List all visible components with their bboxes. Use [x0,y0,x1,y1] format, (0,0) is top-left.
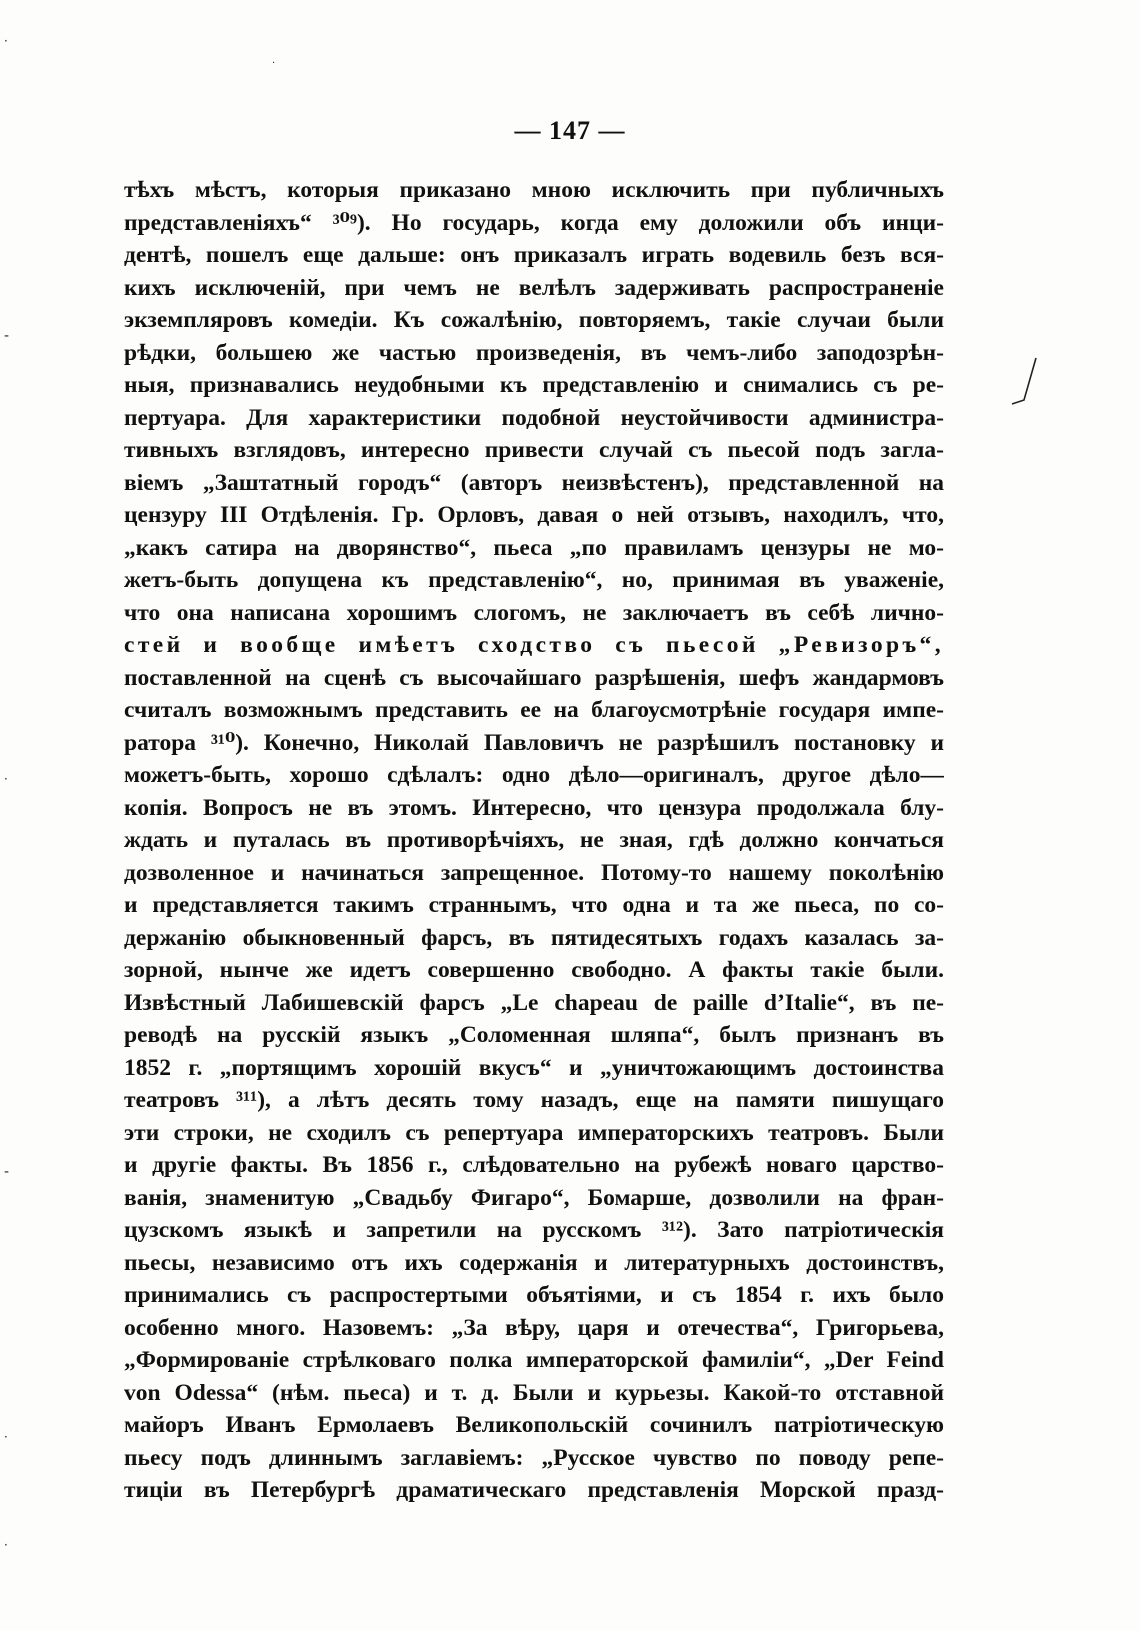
text-line: держанію обыкновенный фарсъ, въ пятидесятыхъ годахъ казалась за- [124,924,944,951]
text-line: віемъ „Заштатный городъ“ (авторъ неизвѣстенъ), представленной на [124,469,944,496]
text-line: тѣхъ мѣстъ, которыя приказано мною исключить при публичныхъ [124,177,944,203]
text-line: „какъ сатира на дворянство“, пьеса „по правиламъ цензуры не мо- [124,534,944,561]
text-line: ратора ³¹⁰). Конечно, Николай Павловичъ не разрѣшилъ постановку и [124,729,944,756]
text-line: 1852 г. „портящимъ хорошій вкусъ“ и „уничтожающимъ достоинства [124,1054,944,1081]
text-line: зорной, нынче же идетъ совершенно свободно. А факты такіе были. [124,957,944,983]
text-line: театровъ ³¹¹), а лѣтъ десять тому назадъ, еще на памяти пишущаго [124,1087,944,1113]
text-line: дозволенное и начинаться запрещенное. Потому-то нашему поколѣнію [124,859,944,886]
margin-pencil-mark [1006,356,1046,406]
text-line: „Формированіе стрѣлковаго полка императорской фамиліи“, „Der Feind [124,1347,944,1373]
text-line: стей и вообще имѣетъ сходство съ пьесой „Ревизоръ“, [124,632,944,658]
text-line: тивныхъ взглядовъ, интересно привести случай съ пьесой подъ загла- [124,437,944,463]
text-line: принимались съ распростертыми объятіями, и съ 1854 г. ихъ было [124,1282,944,1308]
text-line: что она написана хорошимъ слогомъ, не заключаетъ въ себѣ лично- [124,599,944,626]
margin-mark: · [4,772,8,786]
text-line: кихъ исключеній, при чемъ не велѣлъ задерживать распространеніе [124,274,944,301]
text-line: ванія, знаменитую „Свадьбу Фигаро“, Бомарше, дозволили на фран- [124,1184,944,1211]
text-line: и представляется такимъ страннымъ, что одна и та же пьеса, по со- [124,892,944,918]
text-line: пьесы, независимо отъ ихъ содержанія и литературныхъ достоинствъ, [124,1249,944,1276]
text-line: цензуру III Отдѣленія. Гр. Орловъ, давая о ней отзывъ, находилъ, что, [124,502,944,528]
margin-mark: · [4,1430,8,1444]
text-line: можетъ-быть, хорошо сдѣлалъ: одно дѣло—оригиналъ, другое дѣло— [124,762,944,788]
text-line: особенно много. Назовемъ: „За вѣру, царя и отечества“, Григорьева, [124,1314,944,1341]
text-line: ныя, признавались неудобными къ представленію и снимались съ ре- [124,372,944,398]
text-line: копія. Вопросъ не въ этомъ. Интересно, что цензура продолжала блу- [124,794,944,821]
text-line: и другіе факты. Въ 1856 г., слѣдовательно на рубежѣ новаго царство- [124,1152,944,1178]
margin-mark: · [4,34,8,48]
text-line: жетъ-быть допущена къ представленію“, но, принимая въ уваженіе, [124,567,944,593]
text-line: майоръ Иванъ Ермолаевъ Великопольскій сочинилъ патріотическую [124,1412,944,1438]
text-line: пьесу подъ длиннымъ заглавіемъ: „Русское чувство по поводу репе- [124,1444,944,1471]
text-line: поставленной на сценѣ съ высочайшаго разрѣшенія, шефъ жандармовъ [124,664,944,691]
body-text [124,174,944,1507]
text-line: эти строки, не сходилъ съ репертуара императорскихъ театровъ. Были [124,1119,944,1146]
text-line: считалъ возможнымъ представить ее на благоусмотрѣніе государя импе- [124,697,944,723]
text-line: ждать и путалась въ противорѣчіяхъ, не зная, гдѣ должно кончаться [124,827,944,853]
text-line: реводѣ на русскій языкъ „Соломенная шляпа“, былъ признанъ въ [124,1022,944,1048]
margin-mark: - [4,1164,10,1180]
page-number: — 147 — [514,116,626,145]
text-line: Извѣстный Лабишевскій фарсъ „Le chapeau de paille d’Italie“, въ пе- [124,989,944,1016]
text-line: представленіяхъ“ ³⁰⁹). Но государь, когда ему доложили объ инци- [124,209,944,236]
text-line: цузскомъ языкѣ и запретили на русскомъ ³¹²). Зато патріотическія [124,1217,944,1243]
text-line: экземпляровъ комедіи. Къ сожалѣнію, повторяемъ, такіе случаи были [124,307,944,333]
text-line: von Odessa“ (нѣм. пьеса) и т. д. Были и курьезы. Какой-то отставной [124,1379,944,1406]
text-line: пертуара. Для характеристики подобной неустойчивости администра- [124,404,944,431]
text-line: тиціи въ Петербургѣ драматическаго представленія Морской празд- [124,1477,944,1503]
margin-mark: · [272,58,276,69]
margin-mark: · [4,1538,8,1552]
margin-mark: - [4,328,10,344]
text-line: дентѣ, пошелъ еще дальше: онъ приказалъ играть водевиль безъ вся- [124,242,944,268]
text-line: рѣдки, большею же частью произведенія, въ чемъ-либо заподозрѣн- [124,339,944,366]
